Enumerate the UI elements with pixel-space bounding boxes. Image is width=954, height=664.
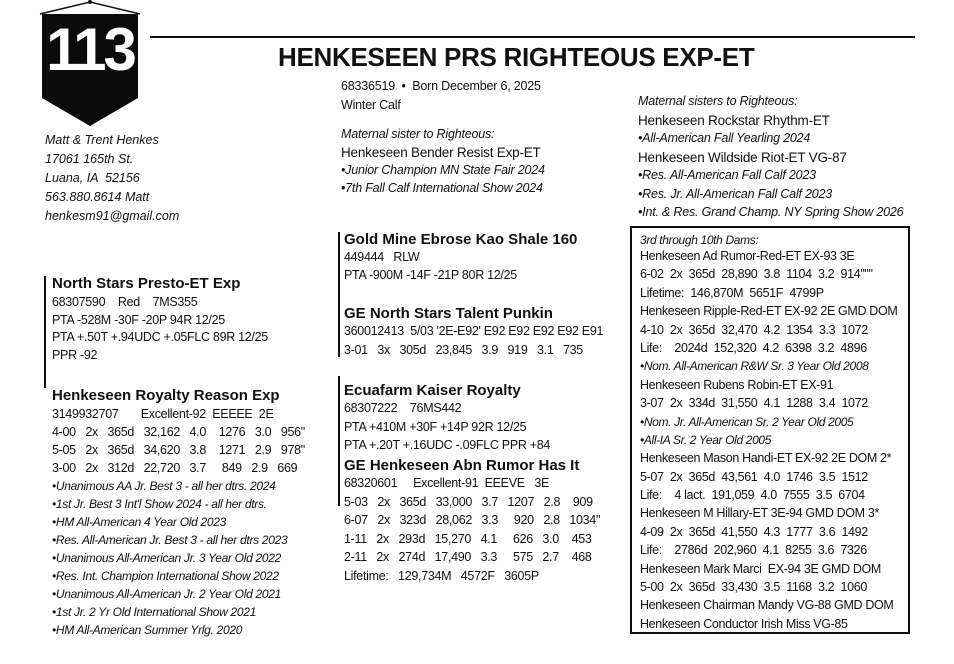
dams-dam-lifetime: Lifetime: 129,734M 4572F 3605P <box>344 568 539 583</box>
dam-name: Henkeseen M Hillary-ET 3E-94 GMD DOM 3* <box>640 506 879 521</box>
dam-name: Henkeseen Ad Rumor-Red-ET EX-93 3E <box>640 249 855 263</box>
sire-info: 68307590 Red 7MS355 <box>52 295 198 309</box>
sires-sire-info: 449444 RLW <box>344 250 420 264</box>
dam-name: Henkeseen Mark Marci EX-94 3E GMD DOM <box>640 561 881 576</box>
sire-info: PTA -528M -30F -20P 94R 12/25 <box>52 312 225 327</box>
maternal-sisters-block <box>638 95 903 225</box>
sister-name: Henkeseen Rockstar Rhythm-ET <box>638 112 830 128</box>
pedigree-line <box>44 276 46 388</box>
award-note: •Nom. All-American R&W Sr. 3 Year Old 2008 <box>640 359 869 374</box>
show-class: Winter Calf <box>341 98 401 112</box>
award-note: •Res. All-American Jr. Best 3 - all her dtrs 2023 <box>52 533 288 547</box>
registration-birthdate: 68336519 • Born December 6, 2025 <box>341 79 541 93</box>
award-note: •Junior Champion MN State Fair 2024 <box>341 163 545 177</box>
sires-dam-name: GE North Stars Talent Punkin <box>344 305 553 322</box>
dam-record: Life: 2024d 152,320 4.2 6398 3.2 4896 <box>640 340 867 355</box>
award-note: •7th Fall Calf International Show 2024 <box>341 181 543 195</box>
title-rule <box>150 36 915 38</box>
consignor-line: 17061 165th St. <box>45 152 134 166</box>
dams-dam-record: 6-07 2x 323d 28,062 3.3 920 2.8 1034" <box>344 513 601 527</box>
dam-name: Henkeseen Ripple-Red-ET EX-92 2E GMD DOM <box>640 304 898 319</box>
award-note: •All-American Fall Yearling 2024 <box>638 131 811 145</box>
page-title: HENKESEEN PRS RIGHTEOUS EXP-ET <box>278 42 755 72</box>
dam-record: 4-00 2x 365d 32,162 4.0 1276 3.0 956" <box>52 425 305 439</box>
consignor-email: henkesm91@gmail.com <box>45 209 180 223</box>
sire-info: PTA +.50T +.94UDC +.05FLC 89R 12/25 <box>52 330 268 344</box>
sires-dam-info: 360012413 5/03 '2E-E92' E92 E92 E92 E92 E91 <box>344 324 604 338</box>
dam-name: Henkeseen Conductor Irish Miss VG-85 <box>640 616 848 631</box>
dams-sire-info: PTA +410M +30F +14P 92R 12/25 <box>344 419 527 434</box>
sires-sire-info: PTA -900M -14F -21P 80R 12/25 <box>344 268 517 282</box>
award-note: •Int. & Res. Grand Champ. NY Spring Show 2026 <box>638 205 904 219</box>
award-note: •Unanimous All-American Jr. 3 Year Old 2022 <box>52 551 281 565</box>
dam-block <box>52 388 305 642</box>
dam-record: 5-00 2x 365d 33,430 3.5 1168 3.2 1060 <box>640 580 867 595</box>
consignor-line: Luana, IA 52156 <box>45 171 140 185</box>
award-note: •1st Jr. Best 3 Int'l Show 2024 - all her dtrs. <box>52 497 267 511</box>
dams-box-label: 3rd through 10th Dams: <box>640 233 759 247</box>
award-note: •HM All-American 4 Year Old 2023 <box>52 515 227 529</box>
dams-sire-block <box>344 383 550 458</box>
award-note: •Res. Jr. All-American Fall Calf 2023 <box>638 186 833 201</box>
dam-record: 6-02 2x 365d 28,890 3.8 1104 3.2 914""" <box>640 267 873 282</box>
dam-name: Henkeseen Royalty Reason Exp <box>52 387 280 404</box>
consignor-block <box>45 134 179 229</box>
animal-info <box>341 80 541 118</box>
dams-sire-info: 68307222 76MS442 <box>344 401 462 415</box>
sires-sire-block <box>344 232 577 287</box>
maternal-sisters-label: Maternal sisters to Righteous: <box>638 94 798 108</box>
dams-dam-block <box>344 458 600 588</box>
dam-record: 3-00 2x 312d 22,720 3.7 849 2.9 669 <box>52 461 298 475</box>
dams-sire-info: PTA +.20T +.16UDC -.09FLC PPR +84 <box>344 438 551 452</box>
award-note: •Res. All-American Fall Calf 2023 <box>638 168 816 182</box>
award-note: •Unanimous All-American Jr. 2 Year Old 2021 <box>52 587 281 601</box>
dams-dam-record: 5-03 2x 365d 33,000 3.7 1207 2.8 909 <box>344 494 593 509</box>
maternal-sister-block <box>341 128 545 200</box>
dam-record: 4-10 2x 365d 32,470 4.2 1354 3.3 1072 <box>640 322 868 337</box>
award-note: •HM All-American Summer Yrlg. 2020 <box>52 623 243 637</box>
maternal-sister-name: Henkeseen Bender Resist Exp-ET <box>341 145 541 160</box>
dams-dam-info: 68320601 Excellent-91 EEEVE 3E <box>344 476 550 490</box>
dam-record: Life: 4 lact. 191,059 4.0 7555 3.5 6704 <box>640 488 865 503</box>
dam-record: Lifetime: 146,870M 5651F 4799P <box>640 285 824 300</box>
dam-name: Henkeseen Rubens Robin-ET EX-91 <box>640 377 834 392</box>
dam-name: Henkeseen Mason Handi-ET EX-92 2E DOM 2* <box>640 451 892 466</box>
lot-number: 113 <box>46 16 134 83</box>
sires-dam-block <box>344 306 603 363</box>
award-note: •All-IA Sr. 2 Year Old 2005 <box>640 432 772 447</box>
award-note: •1st Jr. 2 Yr Old International Show 2021 <box>52 605 257 619</box>
sires-dam-record: 3-01 3x 305d 23,845 3.9 919 3.1 735 <box>344 343 583 357</box>
consignor-line: 563.880.8614 Matt <box>45 190 150 204</box>
award-note: •Unanimous AA Jr. Best 3 - all her dtrs. 2024 <box>52 479 276 493</box>
award-note: •Nom. Jr. All-American Sr. 2 Year Old 2005 <box>640 414 854 429</box>
dam-record: 5-07 2x 365d 43,561 4.0 1746 3.5 1512 <box>640 469 868 484</box>
pedigree-line <box>338 232 340 357</box>
maternal-sister-label: Maternal sister to Righteous: <box>341 127 495 141</box>
dam-name: Henkeseen Chairman Mandy VG-88 GMD DOM <box>640 598 894 613</box>
dam-record: 4-09 2x 365d 41,550 4.3 1777 3.6 1492 <box>640 524 868 539</box>
consignor-line: Matt & Trent Henkes <box>45 133 159 147</box>
sire-info: PPR -92 <box>52 347 98 362</box>
dam-record: 5-05 2x 365d 34,620 3.8 1271 2.9 978" <box>52 443 305 457</box>
award-note: •Res. Int. Champion International Show 2022 <box>52 569 279 583</box>
sires-sire-name: Gold Mine Ebrose Kao Shale 160 <box>344 231 578 248</box>
dams-box <box>630 226 910 634</box>
sire-name: North Stars Presto-ET Exp <box>52 275 241 292</box>
sire-block <box>52 276 268 366</box>
dams-dam-record: 2-11 2x 274d 17,490 3.3 575 2.7 468 <box>344 550 592 564</box>
dam-info: 3149932707 Excellent-92 EEEEE 2E <box>52 407 274 421</box>
dams-sire-name: Ecuafarm Kaiser Royalty <box>344 382 521 399</box>
dams-dam-name: GE Henkeseen Abn Rumor Has It <box>344 457 580 474</box>
dam-record: Life: 2786d 202,960 4.1 8255 3.6 7326 <box>640 543 867 558</box>
sister-name: Henkeseen Wildside Riot-ET VG-87 <box>638 149 847 165</box>
dam-record: 3-07 2x 334d 31,550 4.1 1288 3.4 1072 <box>640 396 868 411</box>
pedigree-line <box>338 376 340 506</box>
dams-dam-record: 1-11 2x 293d 15,270 4.1 626 3.0 453 <box>344 531 592 546</box>
